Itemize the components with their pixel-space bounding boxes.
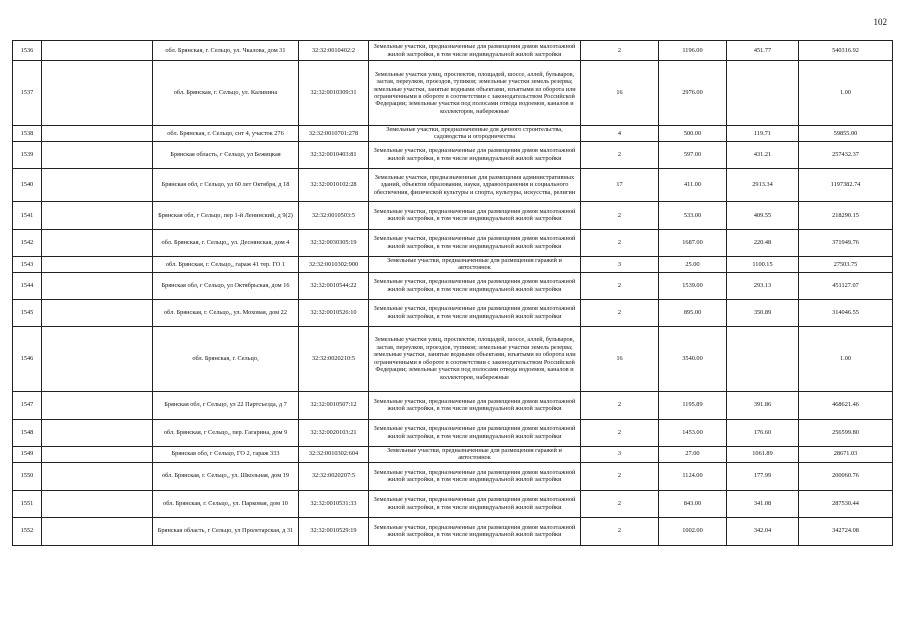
cadastral-value-cell: 1.00 [799,61,893,126]
row-number: 1546 [13,326,42,391]
land-use-group-cell: 2 [581,391,659,419]
cadastral-number-cell: 32:32:0010544:22 [299,272,369,299]
row-number: 1538 [13,126,42,142]
address-cell: обл. Брянская, г. Сельцо,, ул. Парковая, дом 10 [153,490,299,517]
table-row [13,462,893,490]
area-cell: 1195.89 [659,391,727,419]
blank-cell [42,141,153,168]
unit-value-cell: 119.71 [727,126,799,142]
land-use-group-cell: 16 [581,326,659,391]
area-cell: 25.00 [659,256,727,272]
unit-value-cell: 177.99 [727,462,799,490]
area-cell: 597.00 [659,141,727,168]
cadastral-value-cell: 1197382.74 [799,168,893,201]
cadastral-number-cell: 32:32:0020103:21 [299,419,369,446]
unit-value-cell: 342.04 [727,517,799,545]
area-cell: 411.00 [659,168,727,201]
address-cell: Брянская обл, г Сельцо, ул 22 Партсъезда, д 7 [153,391,299,419]
land-use-cell: Земельные участки, предназначенные для размещения домов малоэтажной жилой застройки, в том числе индивидуальной жилой застройки [369,391,581,419]
land-use-cell: Земельные участки, предназначенные для размещения домов малоэтажной жилой застройки, в том числе индивидуальной жилой застройки [369,41,581,61]
cadastral-value-cell: 468621.46 [799,391,893,419]
address-cell: обл. Брянская, г. Сельцо,, ул. Моховая, дом 22 [153,299,299,326]
land-registry-table [12,40,893,546]
cadastral-value-cell: 218290.15 [799,201,893,229]
unit-value-cell [727,61,799,126]
blank-cell [42,419,153,446]
table-row [13,256,893,272]
unit-value-cell: 391.86 [727,391,799,419]
row-number: 1551 [13,490,42,517]
row-number: 1548 [13,419,42,446]
land-use-cell: Земельные участки, предназначенные для размещения гаражей и автостоянок [369,256,581,272]
cadastral-number-cell: 32:32:0020210:5 [299,326,369,391]
land-use-group-cell: 2 [581,272,659,299]
land-use-group-cell: 2 [581,229,659,256]
unit-value-cell: 1100.15 [727,256,799,272]
land-use-group-cell: 2 [581,141,659,168]
area-cell: 1002.00 [659,517,727,545]
land-use-cell: Земельные участки, предназначенные для размещения гаражей и автостоянок [369,446,581,462]
cadastral-value-cell: 540316.92 [799,41,893,61]
table-row [13,126,893,142]
land-use-group-cell: 2 [581,517,659,545]
row-number: 1540 [13,168,42,201]
row-number: 1543 [13,256,42,272]
address-cell: Брянская обл, г Сельцо, пер 1-й Ленинский, д 9(2) [153,201,299,229]
land-use-cell: Земельные участки, предназначенные для размещения административных зданий, объектов образования, науки, здравоохранения и социального обеспечения, физической культуры и спорта, культуры, искусства, религии [369,168,581,201]
cadastral-value-cell: 59855.00 [799,126,893,142]
land-use-group-cell: 16 [581,61,659,126]
land-use-group-cell: 2 [581,462,659,490]
cadastral-number-cell: 32:32:0010402:2 [299,41,369,61]
row-number: 1550 [13,462,42,490]
area-cell: 895.00 [659,299,727,326]
address-cell: Брянская обл, г Сельцо, ул Октябрьская, дом 16 [153,272,299,299]
row-number: 1544 [13,272,42,299]
blank-cell [42,126,153,142]
area-cell: 1124.00 [659,462,727,490]
land-use-group-cell: 4 [581,126,659,142]
cadastral-value-cell: 200060.76 [799,462,893,490]
land-use-group-cell: 2 [581,299,659,326]
blank-cell [42,326,153,391]
page-number: 102 [873,17,887,27]
cadastral-number-cell: 32:32:0010302:900 [299,256,369,272]
address-cell: Брянская область, г Сельцо, ул Пролетарская, д 31 [153,517,299,545]
unit-value-cell: 2913.34 [727,168,799,201]
blank-cell [42,229,153,256]
blank-cell [42,41,153,61]
cadastral-value-cell: 451127.07 [799,272,893,299]
row-number: 1536 [13,41,42,61]
area-cell: 1687.00 [659,229,727,256]
table-row [13,272,893,299]
cadastral-number-cell: 32:32:0020207:5 [299,462,369,490]
unit-value-cell: 451.77 [727,41,799,61]
unit-value-cell: 293.13 [727,272,799,299]
land-use-cell: Земельные участки, предназначенные для размещения домов малоэтажной жилой застройки, в том числе индивидуальной жилой застройки [369,419,581,446]
land-use-cell: Земельные участки, предназначенные для размещения домов малоэтажной жилой застройки, в том числе индивидуальной жилой застройки [369,201,581,229]
blank-cell [42,201,153,229]
address-cell: обл. Брянская, г. Сельцо, ул. Калинина [153,61,299,126]
row-number: 1539 [13,141,42,168]
land-use-cell: Земельные участки, предназначенные для размещения домов малоэтажной жилой застройки, в том числе индивидуальной жилой застройки [369,517,581,545]
area-cell: 2976.00 [659,61,727,126]
cadastral-number-cell: 32:32:0010302:604 [299,446,369,462]
table-row [13,326,893,391]
blank-cell [42,517,153,545]
blank-cell [42,391,153,419]
table-row [13,229,893,256]
address-cell: Брянская обл, г Сельцо, ГО 2, гараж 333 [153,446,299,462]
cadastral-value-cell: 314046.55 [799,299,893,326]
blank-cell [42,490,153,517]
blank-cell [42,272,153,299]
row-number: 1545 [13,299,42,326]
unit-value-cell: 1061.89 [727,446,799,462]
address-cell: обл. Брянская, г. Сельцо, ул. Чкалова, дом 31 [153,41,299,61]
cadastral-value-cell: 342724.08 [799,517,893,545]
land-use-group-cell: 2 [581,201,659,229]
row-number: 1547 [13,391,42,419]
unit-value-cell: 341.08 [727,490,799,517]
blank-cell [42,446,153,462]
land-use-cell: Земельные участки улиц, проспектов, площадей, шоссе, аллей, бульваров, застав, переулков, проездов, тупиков; земельные участки земель резерва; земельные участки, занятые водными объектами, изъятыми из оборота или ограниченными в обороте в соответствии с законодательством Российской Федерации; земельные участки под полосами отвода водоемов, каналов и коллекторов, набережные [369,61,581,126]
land-use-cell: Земельные участки, предназначенные для размещения домов малоэтажной жилой застройки, в том числе индивидуальной жилой застройки [369,490,581,517]
unit-value-cell: 350.89 [727,299,799,326]
land-use-cell: Земельные участки, предназначенные для размещения домов малоэтажной жилой застройки, в том числе индивидуальной жилой застройки [369,272,581,299]
area-cell: 500.00 [659,126,727,142]
address-cell: Брянская область, г Сельцо, ул Бежицкая [153,141,299,168]
table-body [13,41,893,546]
cadastral-value-cell: 287530.44 [799,490,893,517]
land-use-group-cell: 3 [581,256,659,272]
area-cell: 1453.00 [659,419,727,446]
land-use-cell: Земельные участки, предназначенные для размещения домов малоэтажной жилой застройки, в том числе индивидуальной жилой застройки [369,462,581,490]
table-row [13,299,893,326]
table-row [13,41,893,61]
blank-cell [42,462,153,490]
cadastral-number-cell: 32:32:0010503:5 [299,201,369,229]
land-use-group-cell: 2 [581,41,659,61]
table-row [13,168,893,201]
address-cell: Брянская обл, г Сельцо, ул 60 лет Октября, д 18 [153,168,299,201]
table-row [13,490,893,517]
area-cell: 3540.00 [659,326,727,391]
blank-cell [42,168,153,201]
unit-value-cell: 409.55 [727,201,799,229]
row-number: 1552 [13,517,42,545]
address-cell: обл. Брянская, г. Сельцо, снт 4, участок 276 [153,126,299,142]
cadastral-value-cell: 1.00 [799,326,893,391]
row-number: 1537 [13,61,42,126]
cadastral-number-cell: 32:32:0010102:28 [299,168,369,201]
cadastral-value-cell: 28671.03 [799,446,893,462]
table-row [13,201,893,229]
address-cell: обл. Брянская, г. Сельцо,, ул. Школьная, дом 19 [153,462,299,490]
address-cell: обл. Брянская, г. Сельцо,, гараж 41 тер. ГО 1 [153,256,299,272]
table-row [13,517,893,545]
land-use-group-cell: 3 [581,446,659,462]
blank-cell [42,256,153,272]
area-cell: 533.00 [659,201,727,229]
cadastral-number-cell: 32:32:0030305:19 [299,229,369,256]
cadastral-number-cell: 32:32:0010701:278 [299,126,369,142]
area-cell: 1196.00 [659,41,727,61]
row-number: 1549 [13,446,42,462]
land-use-group-cell: 2 [581,419,659,446]
area-cell: 1539.00 [659,272,727,299]
unit-value-cell [727,326,799,391]
cadastral-number-cell: 32:32:0010403:81 [299,141,369,168]
land-use-cell: Земельные участки, предназначенные для размещения домов малоэтажной жилой застройки, в том числе индивидуальной жилой застройки [369,141,581,168]
address-cell: обл. Брянская, г Сельцо,, пер. Гагарина, дом 9 [153,419,299,446]
land-use-cell: Земельные участки улиц, проспектов, площадей, шоссе, аллей, бульваров, застав, переулков, проездов, тупиков; земельные участки земель резерва; земельные участки, занятые водными объектами, изъятыми из оборота или ограниченными в обороте в соответствии с законодательством Российской Федерации; земельные участки под полосами отвода водоемов, каналов и коллекторов, набережные [369,326,581,391]
cadastral-number-cell: 32:32:0010531:33 [299,490,369,517]
table-row [13,391,893,419]
address-cell: обл. Брянская, г. Сельцо,, ул. Деснянская, дом 4 [153,229,299,256]
area-cell: 843.00 [659,490,727,517]
unit-value-cell: 176.60 [727,419,799,446]
cadastral-number-cell: 32:32:0010309:31 [299,61,369,126]
blank-cell [42,61,153,126]
land-use-cell: Земельные участки, предназначенные для размещения домов малоэтажной жилой застройки, в том числе индивидуальной жилой застройки [369,299,581,326]
cadastral-value-cell: 371949.76 [799,229,893,256]
table-row [13,446,893,462]
blank-cell [42,299,153,326]
unit-value-cell: 220.48 [727,229,799,256]
cadastral-value-cell: 256599.80 [799,419,893,446]
land-use-group-cell: 2 [581,490,659,517]
cadastral-number-cell: 32:32:0010526:10 [299,299,369,326]
address-cell: обл. Брянская, г. Сельцо, [153,326,299,391]
cadastral-value-cell: 257432.37 [799,141,893,168]
table-row [13,419,893,446]
row-number: 1541 [13,201,42,229]
table-row [13,61,893,126]
cadastral-value-cell: 27503.75 [799,256,893,272]
unit-value-cell: 431.21 [727,141,799,168]
row-number: 1542 [13,229,42,256]
cadastral-number-cell: 32:32:0010529:19 [299,517,369,545]
area-cell: 27.00 [659,446,727,462]
land-use-group-cell: 17 [581,168,659,201]
table-row [13,141,893,168]
cadastral-number-cell: 32:32:0010507:12 [299,391,369,419]
land-use-cell: Земельные участки, предназначенные для дачного строительства, садоводства и огородничества [369,126,581,142]
land-use-cell: Земельные участки, предназначенные для размещения домов малоэтажной жилой застройки, в том числе индивидуальной жилой застройки [369,229,581,256]
